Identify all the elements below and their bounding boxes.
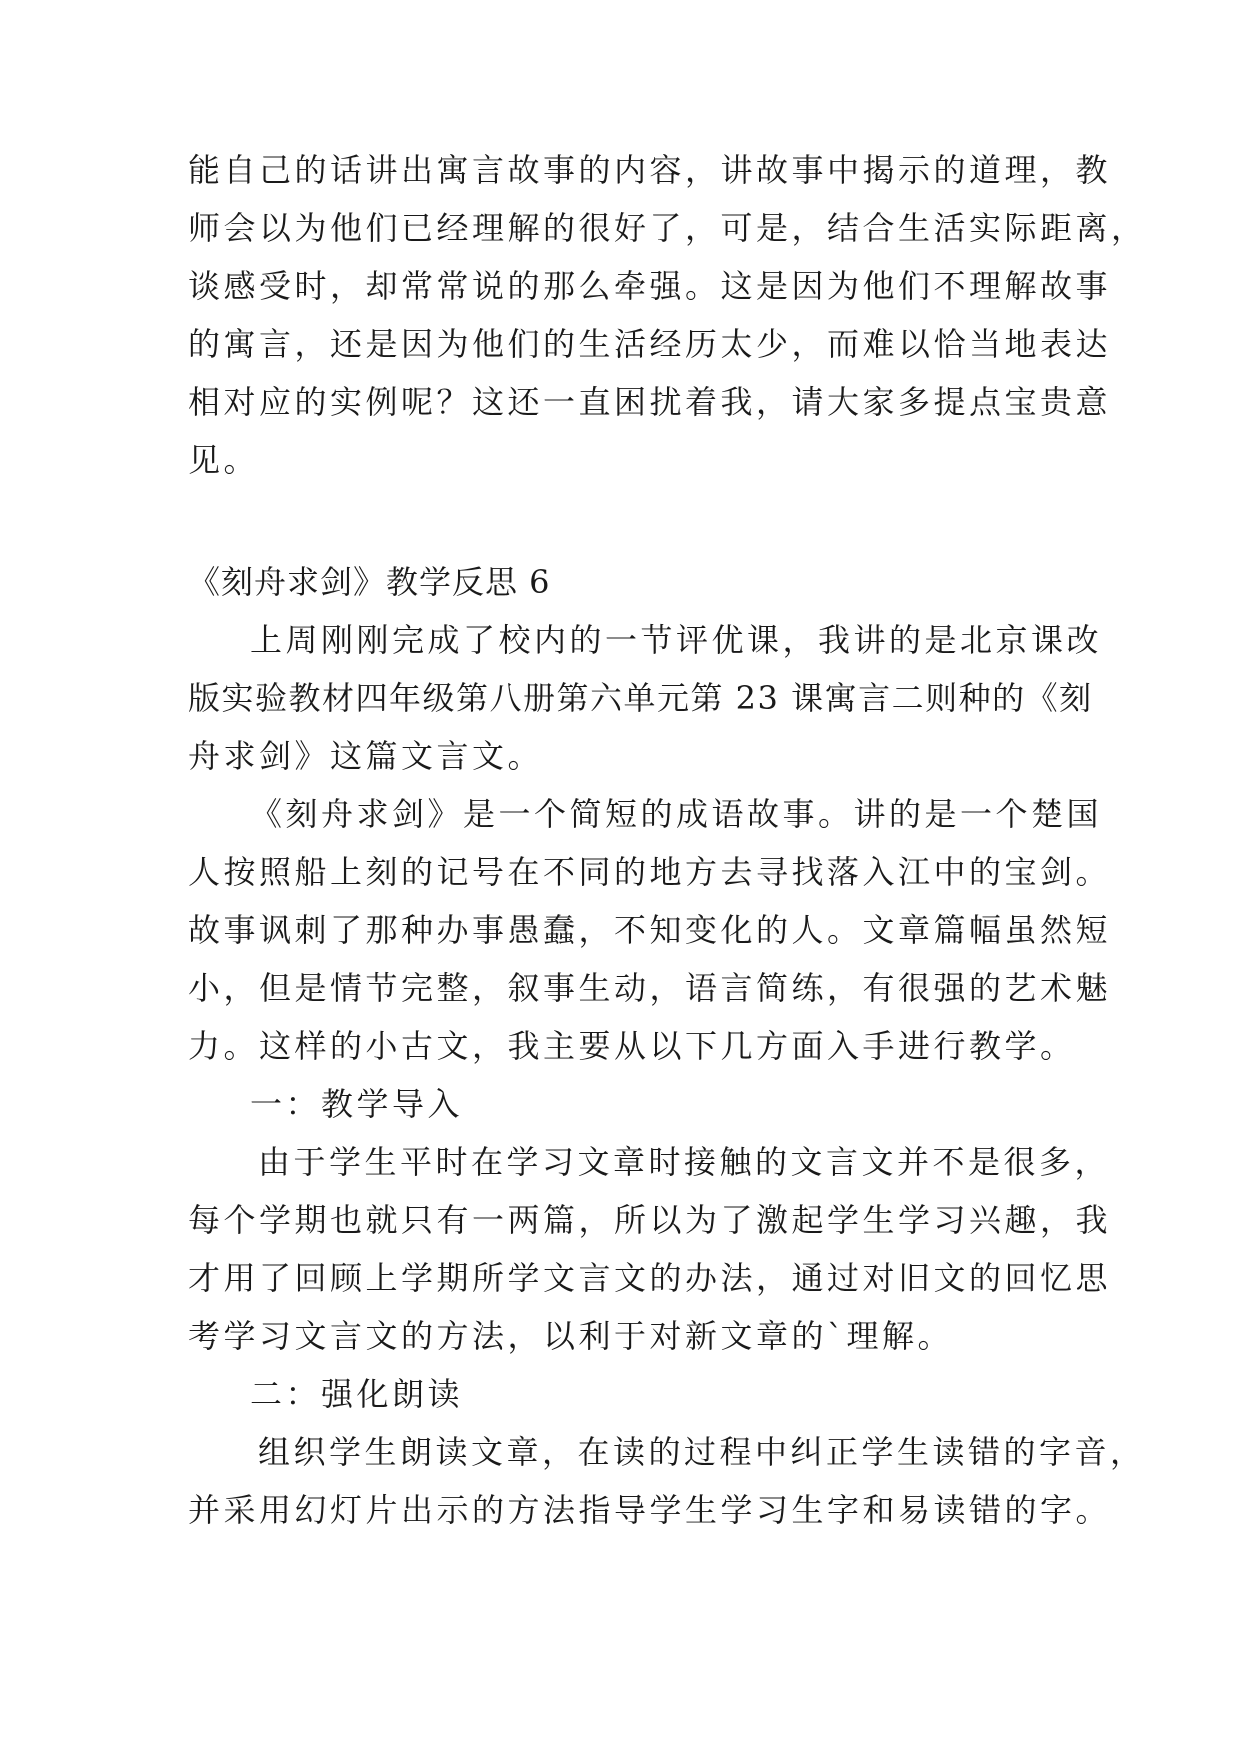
text-line: 上周刚刚完成了校内的一节评优课，我讲的是北京课改	[250, 621, 1103, 659]
text-line: 由于学生平时在学习文章时接触的文言文并不是很多，	[258, 1143, 1111, 1181]
section-title: 《刻舟求剑》教学反思 6	[188, 563, 551, 601]
text-line: 谈感受时，却常常说的那么牵强。这是因为他们不理解故事	[188, 267, 1112, 305]
text-line: 考学习文言文的方法，以利于对新文章的`理解。	[188, 1317, 954, 1355]
text-line: 能自己的话讲出寓言故事的内容，讲故事中揭示的道理，教	[188, 151, 1112, 189]
text-line: 力。这样的小古文，我主要从以下几方面入手进行教学。	[188, 1027, 1076, 1065]
text-line: 故事讽刺了那种办事愚蠢，不知变化的人。文章篇幅虽然短	[188, 911, 1112, 949]
text-line: 见。	[188, 441, 260, 479]
text-line: 小，但是情节完整，叙事生动，语言简练，有很强的艺术魅	[188, 969, 1112, 1007]
text-line: 相对应的实例呢？这还一直困扰着我，请大家多提点宝贵意	[188, 383, 1112, 421]
text-line: 的寓言，还是因为他们的生活经历太少，而难以恰当地表达	[188, 325, 1112, 363]
text-line: 每个学期也就只有一两篇，所以为了激起学生学习兴趣，我	[188, 1201, 1112, 1239]
text-line: 版实验教材四年级第八册第六单元第 23 课寓言二则种的《刻	[188, 679, 1093, 717]
text-line: 人按照船上刻的记号在不同的地方去寻找落入江中的宝剑。	[188, 853, 1112, 891]
heading-teaching-introduction: 一：教学导入	[250, 1085, 464, 1123]
text-line: 舟求剑》这篇文言文。	[188, 737, 544, 775]
text-line: 并采用幻灯片出示的方法指导学生学习生字和易读错的字。	[188, 1491, 1112, 1529]
text-line: 师会以为他们已经理解的很好了，可是，结合生活实际距离，	[188, 209, 1147, 247]
text-line: 才用了回顾上学期所学文言文的办法，通过对旧文的回忆思	[188, 1259, 1112, 1297]
heading-reading-aloud: 二：强化朗读	[250, 1375, 464, 1413]
text-line: 组织学生朗读文章，在读的过程中纠正学生读错的字音，	[258, 1433, 1146, 1471]
text-line: 《刻舟求剑》是一个简短的成语故事。讲的是一个楚国	[250, 795, 1103, 833]
